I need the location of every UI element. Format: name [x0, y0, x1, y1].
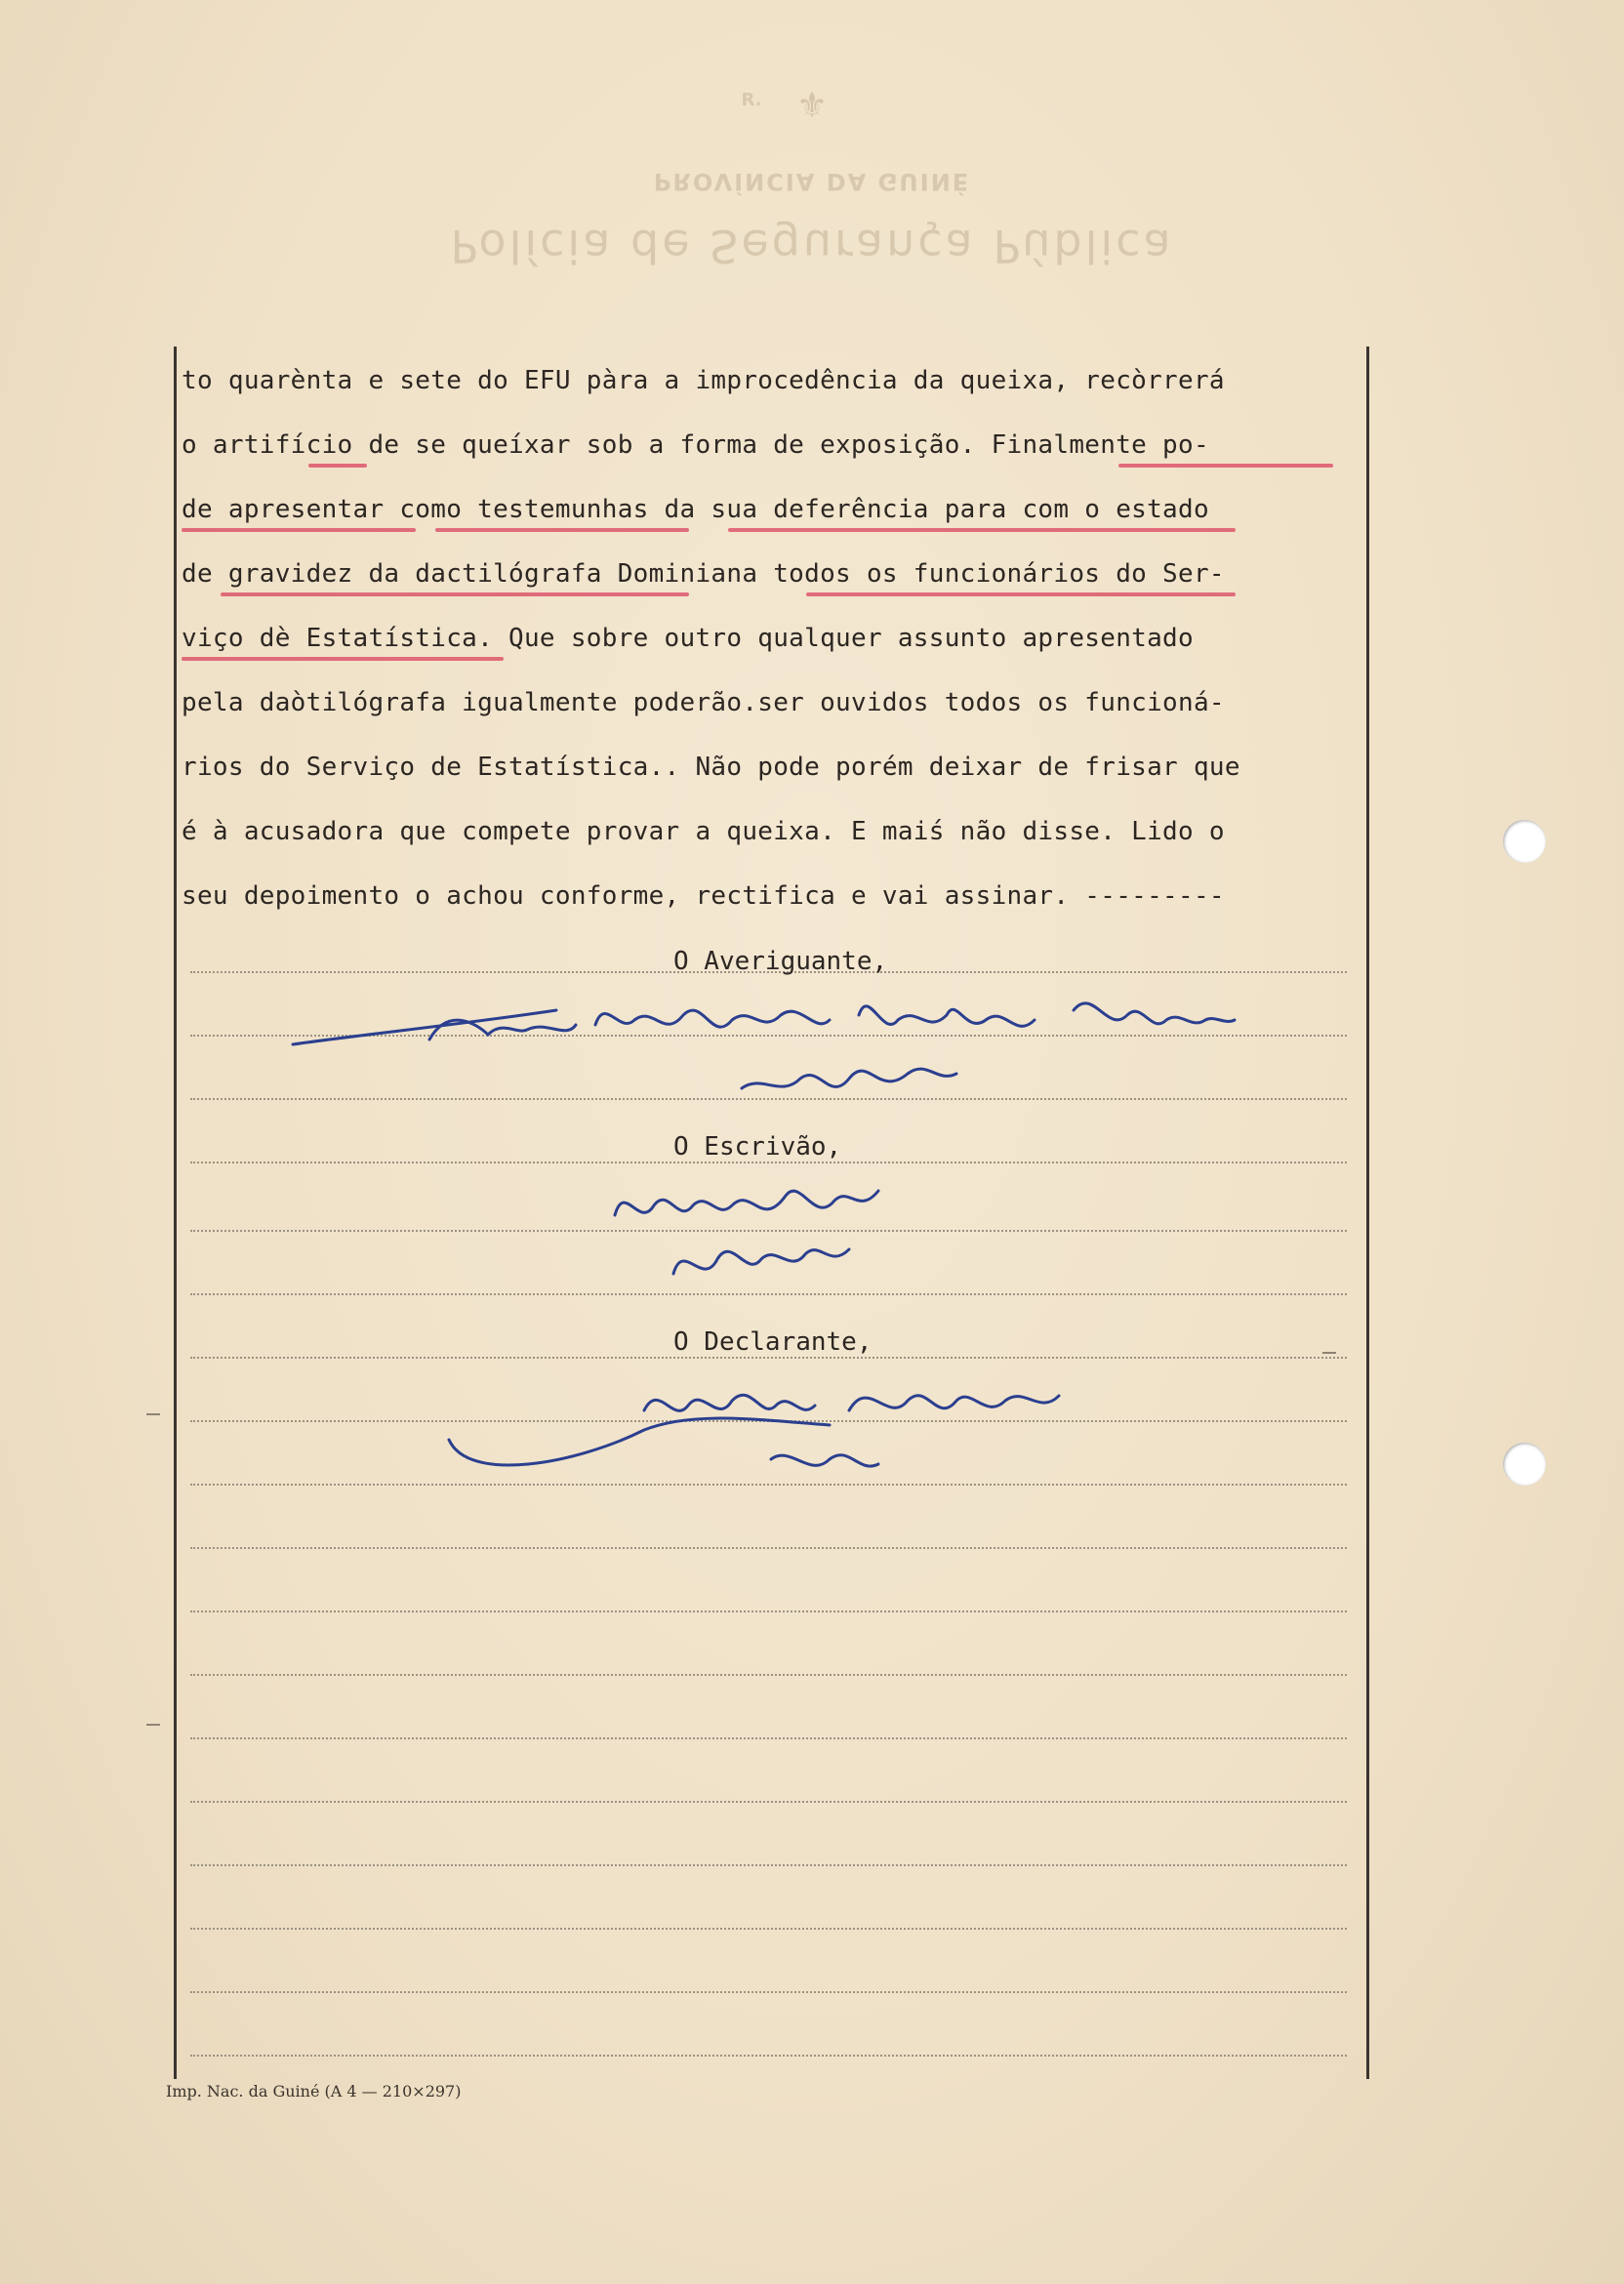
- dotted-rule: [190, 1547, 1347, 1549]
- text-line: o artifício de se queíxar sob a forma de exposição. Finalmente po-: [182, 430, 1362, 495]
- dotted-rule: [190, 1674, 1347, 1676]
- averiguante-signature: [283, 966, 1298, 1113]
- right-margin-rule: [1366, 347, 1369, 2079]
- deposition-text: [182, 366, 1362, 946]
- text-line: de gravidez da dactilógrafa Dominiana todos os funcionários do Ser-: [182, 559, 1362, 624]
- binder-hole: [1503, 820, 1546, 863]
- text-line: pela daòtilógrafa igualmente poderão.ser ouvidos todos os funcioná-: [182, 688, 1225, 717]
- crest-icon: ⚜: [795, 86, 829, 126]
- letterhead-police: Polícia de Segurança Pública: [450, 220, 1174, 272]
- declarante-signature: [439, 1357, 1083, 1503]
- dotted-rule: [190, 1928, 1347, 1930]
- text-line: é à acusadora que compete provar a queixa. E maiś não disse. Lido o: [182, 817, 1225, 846]
- printer-footer: Imp. Nac. da Guiné (A 4 — 210×297): [166, 2082, 462, 2100]
- text-line: viço dè Estatística. Que sobre outro qualquer assunto apresentado: [182, 624, 1362, 688]
- letterhead-province: PROVÍNCIA DA GUINÉ: [653, 168, 971, 195]
- dotted-rule: [190, 1611, 1347, 1612]
- declarante-label: O Declarante,: [673, 1327, 873, 1357]
- binder-hole: [1503, 1443, 1546, 1486]
- averiguante-label: O Averiguante,: [673, 947, 888, 976]
- dotted-rule: [190, 1864, 1347, 1866]
- escrivao-label: O Escrivão,: [673, 1132, 842, 1162]
- dotted-rule: [190, 1801, 1347, 1803]
- text-line: de apresentar como testemunhas da sua deferência para com o estado: [182, 495, 1362, 559]
- dotted-rule: [190, 2055, 1347, 2057]
- left-margin-rule: [174, 347, 177, 2079]
- dotted-rule: [190, 1737, 1347, 1739]
- letterhead-initials: R.: [741, 90, 762, 110]
- text-line: seu depoimento o achou conforme, rectifica e vai assinar. ---------: [182, 881, 1225, 911]
- margin-tick: [146, 1413, 160, 1415]
- text-line: rios do Serviço de Estatística.. Não pode porém deixar de frisar que: [182, 753, 1240, 782]
- margin-tick: [1322, 1352, 1336, 1354]
- escrivao-signature: [595, 1162, 947, 1308]
- margin-tick: [146, 1724, 160, 1726]
- text-line: to quarènta e sete do EFU pàra a improcedência da queixa, recòrrerá: [182, 366, 1225, 395]
- dotted-rule: [190, 1991, 1347, 1993]
